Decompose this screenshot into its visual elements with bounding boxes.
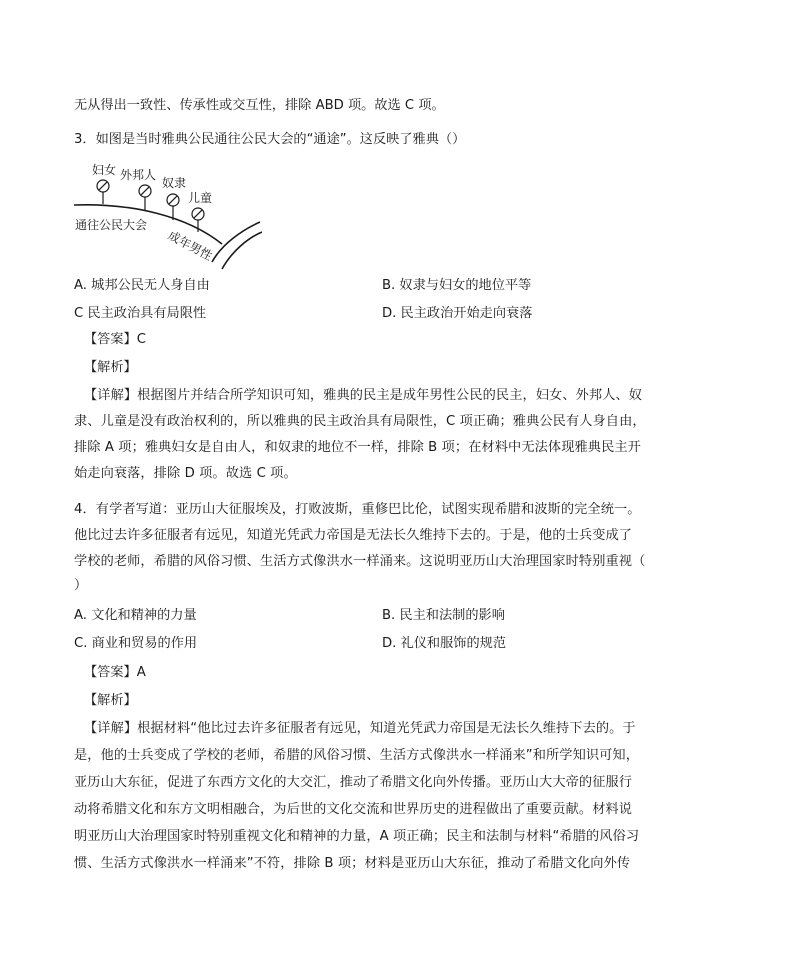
- question-3-option-c: C 民主政治具有局限性: [74, 306, 207, 321]
- question-3-detail-line: 隶、儿童是没有政治权利的，所以雅典的民主政治具有局限性，C 项正确；雅典公民有人身自由，: [74, 414, 646, 429]
- question-3-option-d: D. 民主政治开始走向衰落: [382, 306, 533, 321]
- question-4-detail-line: 动将希腊文化和东方文明相融合，为后世的文化交流和世界历史的进程做出了重要贡献。材料说: [74, 802, 633, 817]
- question-4-stem-line: 他比过去许多征服者有远见，知道光凭武力帝国是无法长久维持下去的。于是，他的士兵变成了: [74, 528, 633, 543]
- question-4-detail-line: 惯、生活方式像洪水一样涌来”不符，排除 B 项；材料是亚历山大东征，推动了希腊文化向外传: [74, 856, 631, 871]
- question-4-stem-line: 4．有学者写道：亚历山大征服埃及，打败波斯，重修巴比伦，试图实现希腊和波斯的完全统一。: [74, 502, 641, 517]
- figure-label-slaves: 奴隶: [162, 176, 187, 190]
- question-4-detail-line: 【详解】根据材料“他比过去许多征服者有远见，知道光凭武力帝国是无法长久维持下去的。于: [84, 721, 636, 736]
- question-3-option-a: A. 城邦公民无人身自由: [74, 278, 210, 293]
- figure-road-label: 成年男性: [165, 228, 215, 264]
- road-lower-edge-2: [222, 232, 262, 269]
- no-entry-sign-icon: [139, 185, 151, 211]
- figure-label-women: 妇女: [92, 163, 117, 177]
- question-3-stem: 3．如图是当时雅典公民通往公民大会的“通途”。这反映了雅典（）: [74, 132, 466, 147]
- question-4-detail-line: 明亚历山大治理国家时特别重视文化和精神的力量，A 项正确；民主和法制与材料“希腊的风俗习: [74, 829, 640, 844]
- no-entry-sign-icon: [97, 180, 109, 204]
- question-4-stem-line: ）: [74, 578, 88, 593]
- question-4-analysis-title: 【解析】: [84, 693, 137, 708]
- question-3-detail-line: 排除 A 项；雅典妇女是自由人，和奴隶的地位不一样，排除 B 项；在材料中无法体现雅典民主开: [74, 440, 641, 455]
- question-3-option-b: B. 奴隶与妇女的地位平等: [382, 278, 532, 293]
- question-3-detail-line: 始走向衰落，排除 D 项。故选 C 项。: [74, 466, 297, 481]
- question-3-analysis-title: 【解析】: [84, 360, 137, 375]
- question-4-detail-line: 亚历山大东征，促进了东西方文化的大交汇，推动了希腊文化向外传播。亚历山大大帝的征服行: [74, 775, 633, 790]
- figure-label-foreigners: 外邦人: [120, 168, 157, 182]
- question-4-option-b: B. 民主和法制的影响: [382, 608, 505, 623]
- question-4-stem-line: 学校的老师，希腊的风俗习惯、生活方式像洪水一样涌来。这说明亚历山大治理国家时特别重视（: [74, 554, 646, 569]
- question-4-detail-line: 是，他的士兵变成了学校的老师，希腊的风俗习惯、生活方式像洪水一样涌来”和所学知识可知，: [74, 748, 640, 763]
- question-3-answer: 【答案】C: [84, 332, 146, 347]
- figure-label-children: 儿童: [188, 191, 213, 205]
- question-4-answer: 【答案】A: [84, 665, 146, 680]
- figure-path-label: 通往公民大会: [75, 218, 148, 232]
- question-4-option-a: A. 文化和精神的力量: [74, 608, 197, 623]
- previous-answer-tail: 无从得出一致性、传承性或交互性，排除 ABD 项。故选 C 项。: [74, 98, 445, 113]
- question-3-detail-line: 【详解】根据图片并结合所学知识可知，雅典的民主是成年男性公民的民主，妇女、外邦人、奴: [84, 388, 643, 403]
- assembly-path-figure: [72, 158, 262, 270]
- question-4-option-d: D. 礼仪和服饰的规范: [382, 636, 507, 651]
- question-4-option-c: C. 商业和贸易的作用: [74, 636, 198, 651]
